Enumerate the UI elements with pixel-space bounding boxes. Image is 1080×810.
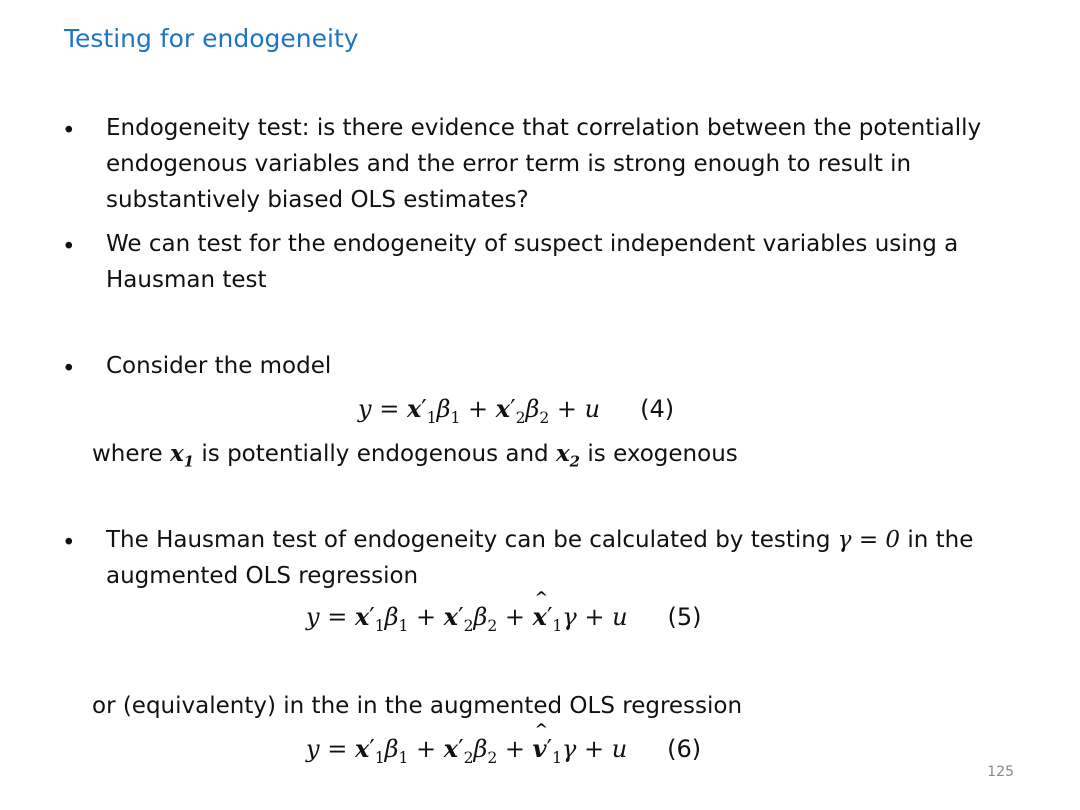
bullet-text-endogeneity-test: Endogeneity test: is there evidence that correlation between the potentially endogenous variables and the error term is strong enough to result in substantively biased OLS estimates? (106, 115, 982, 213)
equation-5: $y = x'_1\beta_1 + x'_2\beta_2$ + ^ $x'_1\gamma + u$ (5) (306, 602, 702, 635)
where-suffix: is exogenous (587, 441, 738, 467)
equation-4: $y = x'_1\beta_1 + x'_2\beta_2 + u$ (4) (358, 394, 675, 427)
bullet-dot: • (62, 530, 76, 556)
page-number: 125 (987, 764, 1014, 780)
where-mid: is potentially endogenous and (201, 441, 549, 467)
bullet-text-hausman-calc (106, 522, 1036, 594)
bullet-dot: • (62, 234, 76, 260)
bullet-text-consider-model: Consider the model (106, 353, 332, 379)
hausman-calc-text: The Hausman test of endogeneity can be calculated by testing (106, 527, 831, 553)
equation-number: (6) (667, 735, 702, 763)
bullet-dot: • (62, 356, 76, 382)
equation-number: (4) (640, 395, 675, 423)
hausman-calc-text-2: in the augmented OLS regression (106, 527, 974, 589)
where-prefix: where (92, 441, 163, 467)
equation-6: $y = x'_1\beta_1 + x'_2\beta_2$ + ^ $v'_1\gamma + u$ (6) (306, 734, 701, 767)
bullet-text-hausman-intro: We can test for the endogeneity of suspect independent variables using a Hausman test (106, 231, 959, 293)
where-line: where $x_1$ is potentially endogenous and $x_2$ is exogenous (92, 440, 738, 471)
slide-title: Testing for endogeneity (64, 24, 359, 53)
or-line: or (equivalenty) in the in the augmented OLS regression (92, 693, 743, 719)
bullet-dot: • (62, 118, 76, 144)
gamma-equals-zero: γ = 0 (837, 527, 901, 553)
equation-number: (5) (667, 603, 702, 631)
